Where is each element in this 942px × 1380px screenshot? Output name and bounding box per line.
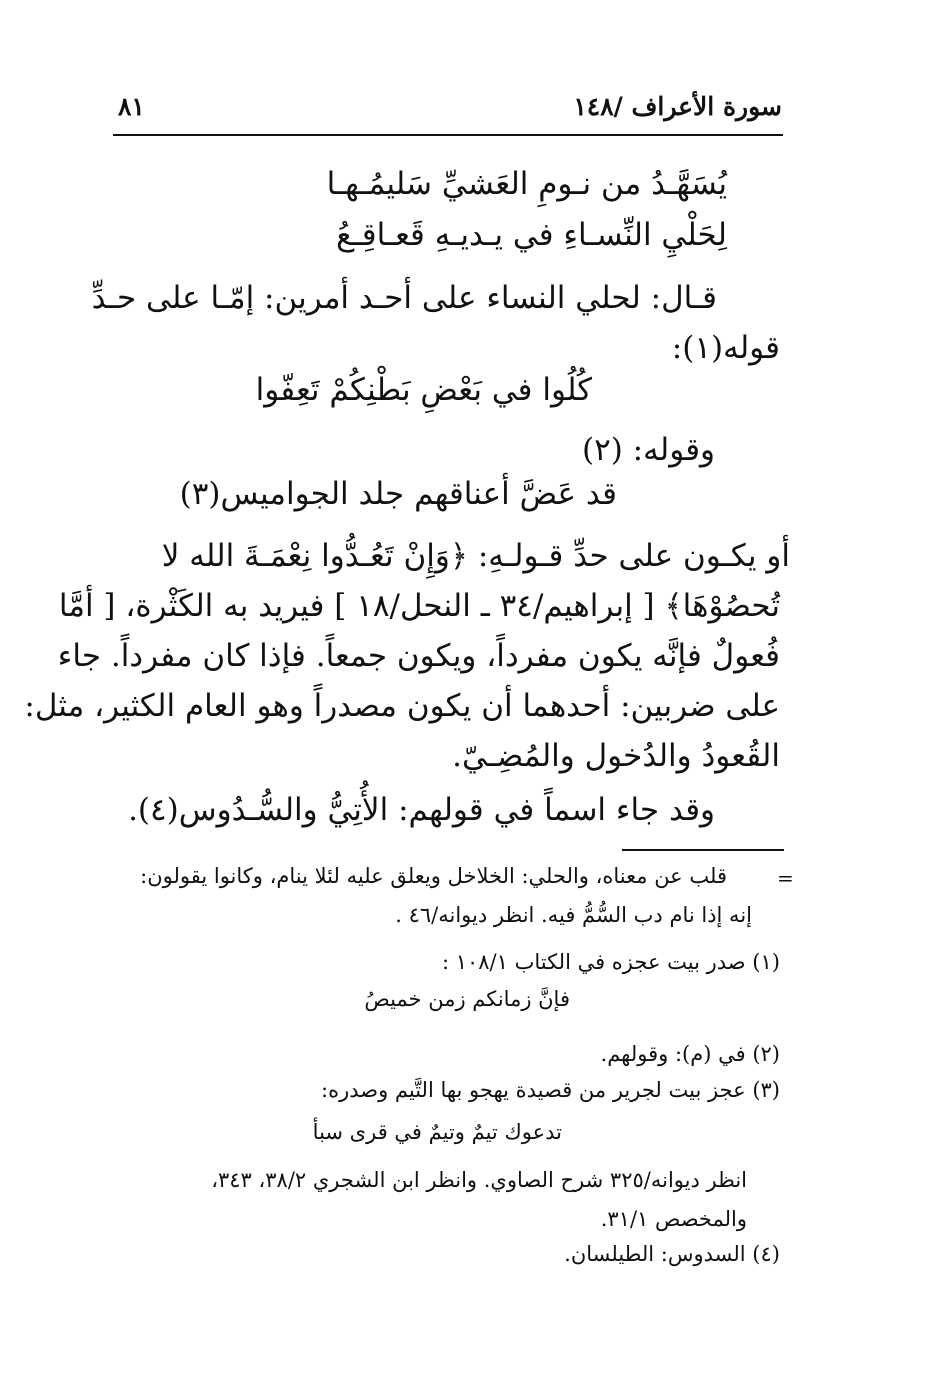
quote-2-intro: وقوله: (٢) [581,432,715,468]
paragraph-3: وقد جاء اسماً في قولهم: الأُتِيُّ والسُّـدُوس(٤). [128,792,715,828]
page-number: ٨١ [118,92,145,121]
footnote-3: (٣) عجز بيت لجرير من قصيدة يهجو بها التَّيم وصدره: [321,1078,780,1102]
footnote-2: (٢) في (م): وقولهم. [600,1042,780,1066]
footnote-continuation-line-2: إنه إذا نام دب السُّمُّ فيه. انظر ديوانه/٤٦ . [395,903,752,927]
footnote-3-reference-line-1: انظر ديوانه/٣٢٥ شرح الصاوي. وانظر ابن الشجري ٣٨/٢، ٣٤٣، [211,1168,747,1192]
footnote-4: (٤) السدوس: الطيلسان. [564,1242,780,1266]
verse-1-line-1: يُسَهَّـدُ من نـومِ العَشيِّ سَليمُـهـا [326,166,727,202]
footnote-1: (١) صدر بيت عجزه في الكتاب ١٠٨/١ : [441,950,780,974]
paragraph-1-line-1: قـال: لحلي النساء على أحـد أمرين: إمّـا على حـدِّ [91,280,717,316]
header-divider [113,134,783,136]
running-title: سورة الأعراف /١٤٨ [573,92,782,121]
continuation-mark: = [777,866,794,890]
footnote-3-verse: تدعوك تيمٌ وتيمٌ في قرى سبأ [312,1120,562,1144]
footnote-3-reference-line-2: والمخصص ٣١/١. [600,1207,747,1231]
footnote-continuation-line-1: قلب عن معناه، والحلي: الخلاخل ويعلق عليه لئلا ينام، وكانوا يقولون: [140,864,727,888]
paragraph-2-line-5: القُعودُ والدُخول والمُضِـيّ. [452,738,780,774]
paragraph-1-line-2: قوله(١): [671,330,780,366]
verse-2: كُلُوا في بَعْضِ بَطْنِكُمْ تَعِفّوا [255,372,592,408]
verse-3: قد عَضَّ أعناقهم جلد الجواميس(٣) [179,476,617,512]
paragraph-2-line-4: على ضربين: أحدهما أن يكون مصدراً وهو العام الكثير، مثل: [24,688,780,724]
paragraph-2-line-2: تُحصُوْهَا﴾ [ إبراهيم/٣٤ ـ النحل/١٨ ] فيريد به الكَثْرة، [ أمَّا [58,588,780,624]
paragraph-2-line-1: أو يكـون على حدِّ قـولـهِ: ﴿وَإِنْ تَعُـدُّوا نِعْمَـةَ الله لا [161,538,790,574]
footnote-1-verse: فإنَّ زمانكم زمن خميصُ [364,987,570,1011]
paragraph-2-line-3: فُعولٌ فإنَّه يكون مفرداً، ويكون جمعاً. فإذا كان مفرداً. جاء [57,638,780,674]
verse-1-line-2: لِحَلْيِ النِّسـاءِ في يـديـهِ قَعـاقِـعُ [336,217,727,253]
footnote-divider [622,849,784,851]
